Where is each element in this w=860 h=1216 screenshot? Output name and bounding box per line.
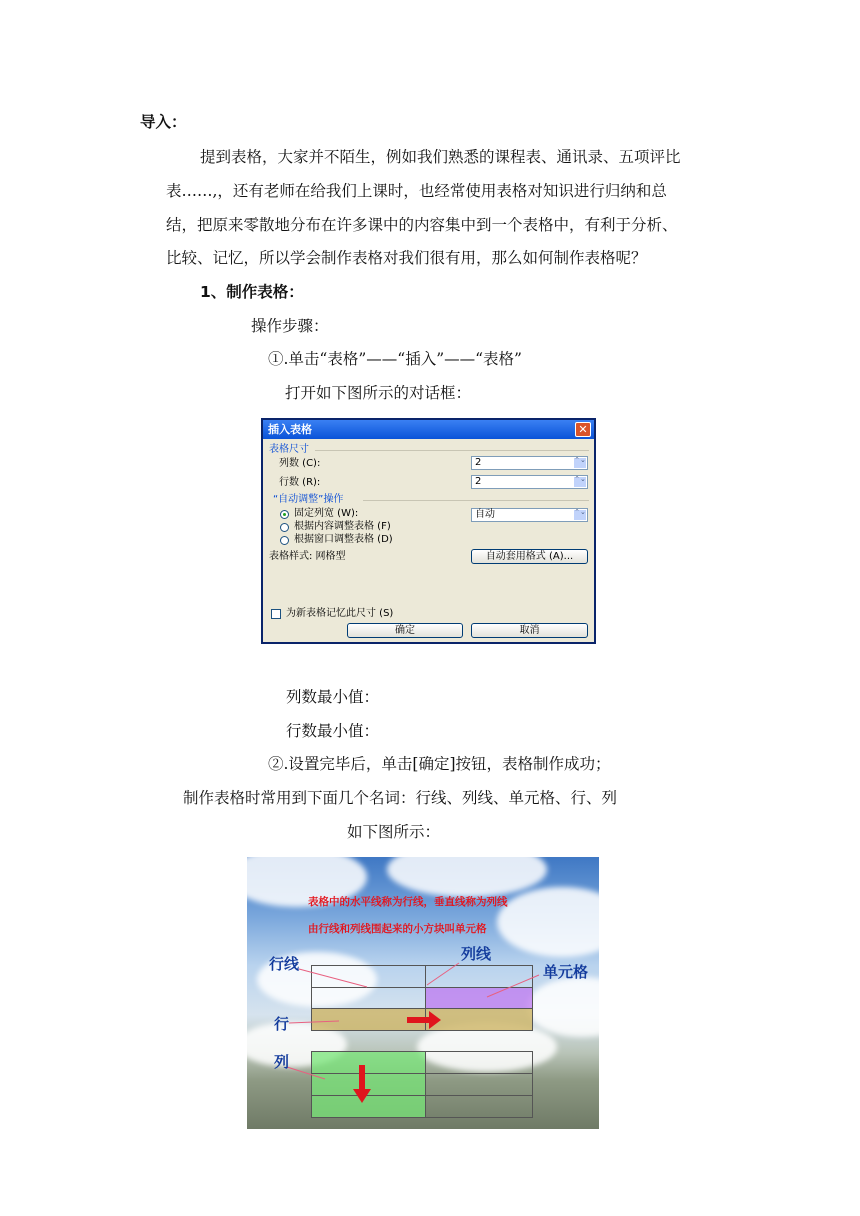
ok-button[interactable]: 确定 (347, 623, 463, 638)
fixed-width-radio[interactable] (280, 510, 289, 519)
spinner-arrows-icon[interactable]: ⌃⌄ (574, 458, 586, 468)
remember-size-checkbox[interactable] (271, 609, 281, 619)
row-line-pointer (299, 969, 367, 987)
paragraph-line: 比较、记忆，所以学会制作表格对我们很有用，那么如何制作表格呢？ (166, 249, 647, 267)
table-terms-figure (247, 857, 599, 1129)
label-cell: 单元格 (543, 963, 589, 981)
autoformat-button[interactable]: 自动套用格式 (A)... (471, 549, 588, 564)
remember-size-label: 为新表格记忆此尺寸 (S) (286, 608, 394, 619)
fixed-width-label: 固定列宽 (W): (294, 508, 359, 519)
autofit-group-label: “自动调整”操作 (273, 494, 344, 505)
caption-lines: 表格中的水平线称为行线，垂直线称为列线 (308, 896, 508, 908)
cancel-button[interactable]: 取消 (471, 623, 588, 638)
intro-heading: 导入： (140, 113, 187, 131)
fixed-width-value: 自动 (475, 509, 495, 520)
col-min-label: 列数最小值： (286, 688, 380, 706)
row-pointer (289, 1021, 339, 1023)
label-row-line: 行线 (269, 955, 300, 973)
fit-content-label: 根据内容调整表格 (F) (294, 521, 391, 532)
dialog-title: 插入表格 (263, 420, 594, 439)
rows-spinner[interactable] (471, 475, 588, 489)
group-separator (315, 450, 589, 451)
figure-annotations (247, 857, 599, 1129)
paragraph-line: 表……,，还有老师在给我们上课时，也经常使用表格对知识进行归纳和总 (166, 182, 667, 200)
col-pointer (287, 1067, 325, 1079)
label-row: 行 (274, 1015, 290, 1033)
steps-label: 操作步骤： (251, 317, 329, 335)
down-arrow-icon (353, 1065, 371, 1103)
cols-spinner[interactable] (471, 456, 588, 470)
table-style-label: 表格样式: 网格型 (269, 551, 346, 562)
group-separator (363, 500, 589, 501)
close-icon[interactable]: ✕ (575, 422, 591, 437)
insert-table-dialog (261, 418, 596, 644)
size-group-label: 表格尺寸 (269, 444, 309, 455)
spinner-arrows-icon[interactable]: ⌃⌄ (574, 510, 586, 520)
fit-window-radio[interactable] (280, 536, 289, 545)
cols-value: 2 (475, 457, 482, 468)
section-heading: 1、制作表格： (200, 283, 304, 301)
fit-content-radio[interactable] (280, 523, 289, 532)
step-one-note: 打开如下图所示的对话框： (285, 384, 472, 402)
caption-cell: 由行线和列线围起来的小方块叫单元格 (308, 923, 487, 935)
fit-window-label: 根据窗口调整表格 (D) (294, 534, 393, 545)
step-one: ①.单击“表格”——“插入”——“表格” (268, 350, 522, 368)
terms-line: 制作表格时常用到下面几个名词：行线、列线、单元格、行、列 (183, 789, 618, 807)
cols-label: 列数 (C): (279, 458, 321, 469)
step-two: ②.设置完毕后，单击[确定]按钮，表格制作成功； (268, 755, 611, 773)
col-line-pointer (427, 963, 459, 985)
figure-intro: 如下图所示： (347, 823, 441, 841)
paragraph-line: 结，把原来零散地分布在许多课中的内容集中到一个表格中，有利于分析、 (166, 216, 678, 234)
row-min-label: 行数最小值： (286, 722, 380, 740)
label-col: 列 (274, 1053, 290, 1071)
spinner-arrows-icon[interactable]: ⌃⌄ (574, 477, 586, 487)
rows-label: 行数 (R): (279, 477, 321, 488)
label-col-line: 列线 (461, 945, 492, 963)
rows-value: 2 (475, 476, 482, 487)
fixed-width-select[interactable] (471, 508, 588, 522)
right-arrow-icon (407, 1011, 441, 1029)
paragraph-line: 提到表格，大家并不陌生，例如我们熟悉的课程表、通讯录、五项评比 (200, 148, 681, 166)
cell-pointer (487, 975, 539, 997)
